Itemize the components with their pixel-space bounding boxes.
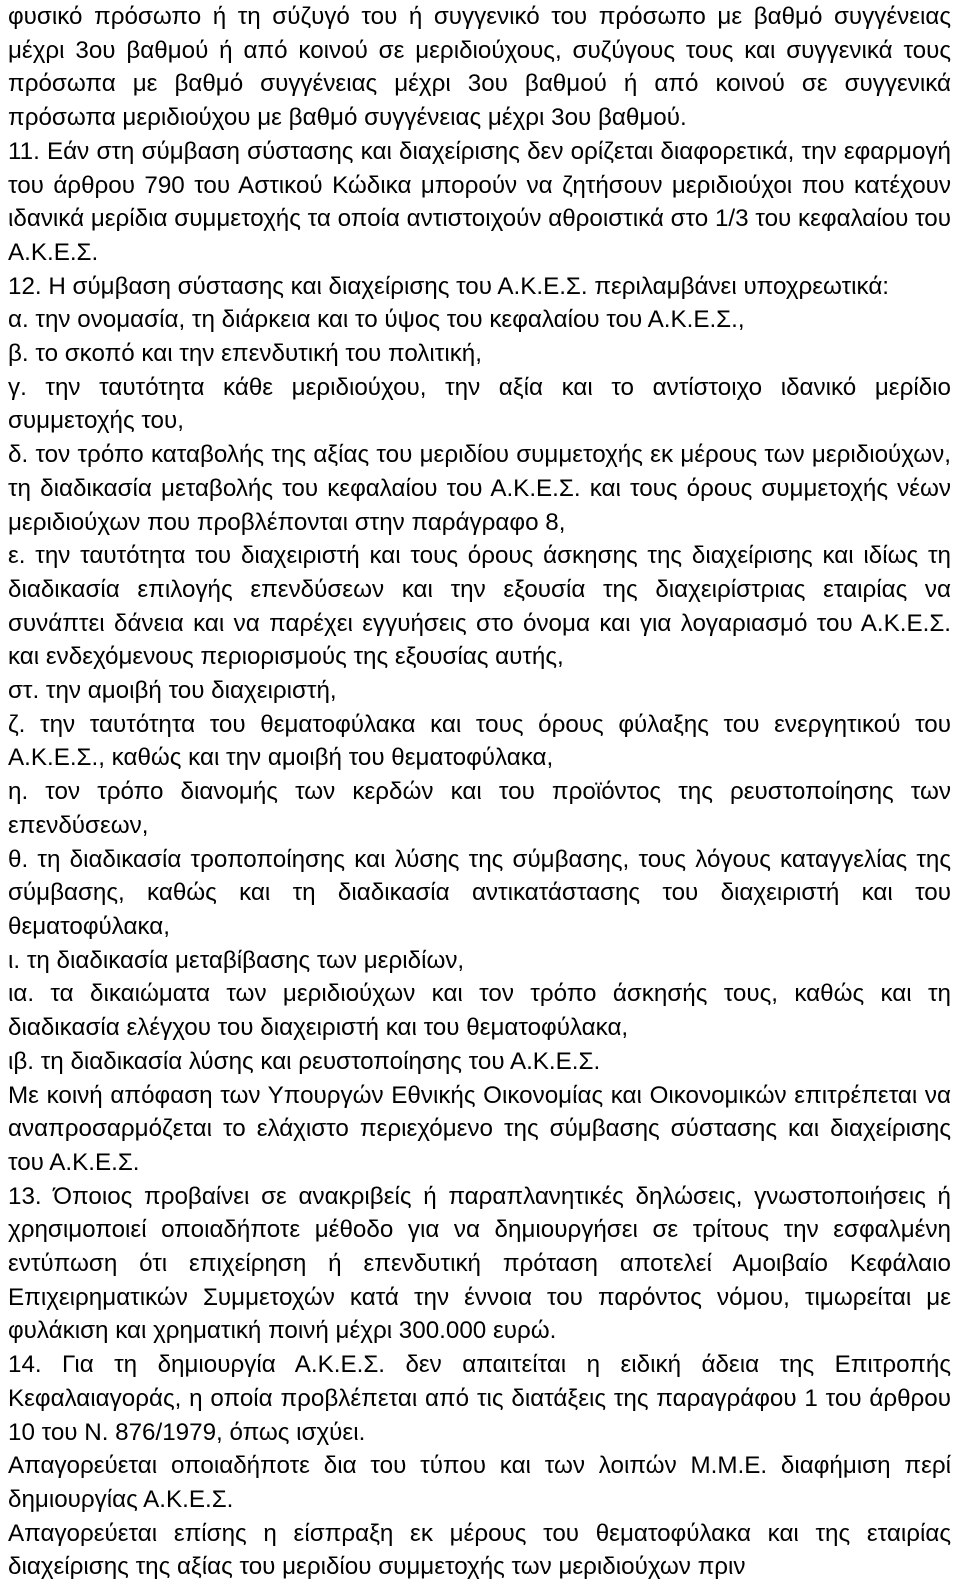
paragraph-collection-ban: Απαγορεύεται επίσης η είσπραξη εκ μέρους του θεματοφύλακα και της εταιρίας διαχείρισης της αξίας του μεριδίου συμμετοχής των μεριδιούχων πριν: [8, 1519, 951, 1581]
list-item-e: ε. την ταυτότητα του διαχειριστή και τους όρους άσκησης της διαχείρισης και ιδίως τη διαδικασία επιλογής επενδύσεων και την εξουσία της διαχειρίστριας εταιρίας να συνάπτει δάνεια και να παρέχει εγγυήσεις στο όνομα και για λογαριασμό του Α.Κ.Ε.Σ. και ενδεχόμενους περιορισμούς της εξουσίας αυτής,: [8, 542, 951, 671]
list-item-ia: ια. τα δικαιώματα των μεριδιούχων και τον τρόπο άσκησής τους, καθώς και τη διαδικασία ελέγχου του διαχειριστή και του θεματοφύλακα,: [8, 980, 951, 1042]
list-item-th: θ. τη διαδικασία τροποποίησης και λύσης της σύμβασης, τους λόγους καταγγελίας της σύμβασης, καθώς και τη διαδικασία αντικατάστασης του διαχειριστή και του θεματοφύλακα,: [8, 845, 951, 940]
paragraph-12: 12. Η σύμβαση σύστασης και διαχείρισης του Α.Κ.Ε.Σ. περιλαμβάνει υποχρεωτικά:: [8, 272, 890, 300]
list-item-i: ι. τη διαδικασία μεταβίβασης των μεριδίων,: [8, 946, 465, 974]
paragraph-13: 13. Όποιος προβαίνει σε ανακριβείς ή παραπλανητικές δηλώσεις, γνωστοποιήσεις ή χρησιμοποιεί οποιαδήποτε μέθοδο για να δημιουργήσει σε τρίτους την εσφαλμένη εντύπωση ότι επιχείρηση ή επενδυτική πρόταση αποτελεί Αμοιβαίο Κεφάλαιο Επιχειρηματικών Συμμετοχών κατά την έννοια του παρόντος νόμου, τιμωρείται με φυλάκιση και χρηματική ποινή μέχρι 300.000 ευρώ.: [8, 1182, 951, 1345]
list-item-d: δ. τον τρόπο καταβολής της αξίας του μεριδίου συμμετοχής εκ μέρους των μεριδιούχων, τη διαδικασία μεταβολής του κεφαλαίου του Α.Κ.Ε.Σ. και τους όρους συμμετοχής νέων μεριδιούχων που προβλέπονται στην παράγραφο 8,: [8, 441, 951, 536]
paragraph-14: 14. Για τη δημιουργία Α.Κ.Ε.Σ. δεν απαιτείται η ειδική άδεια της Επιτροπής Κεφαλαιαγοράς, η οποία προβλέπεται από τις διατάξεις της παραγράφου 1 του άρθρου 10 του Ν. 876/1979, όπως ισχύει.: [8, 1351, 951, 1446]
paragraph-ministerial-decision: Με κοινή απόφαση των Υπουργών Εθνικής Οικονομίας και Οικονομικών επιτρέπεται να αναπροσαρμόζεται το ελάχιστο περιεχόμενο της σύμβασης σύστασης και διαχείρισης του Α.Κ.Ε.Σ.: [8, 1081, 951, 1176]
list-item-a: α. την ονομασία, τη διάρκεια και το ύψος του κεφαλαίου του Α.Κ.Ε.Σ.,: [8, 306, 745, 334]
paragraph-continuation: φυσικό πρόσωπο ή τη σύζυγό του ή συγγενικό του πρόσωπο με βαθμό συγγένειας μέχρι 3ου βαθμού ή από κοινού σε μεριδιούχους, συζύγους τους και συγγενικά τους πρόσωπα με βαθμό συγγένειας μέχρι 3ου βαθμού ή από κοινού σε συγγενικά πρόσωπα μεριδιούχου με βαθμό συγγένειας μέχρι 3ου βαθμού.: [8, 3, 951, 132]
list-item-ib: ιβ. τη διαδικασία λύσης και ρευστοποίησης του Α.Κ.Ε.Σ.: [8, 1047, 601, 1075]
paragraph-11: 11. Εάν στη σύμβαση σύστασης και διαχείρισης δεν ορίζεται διαφορετικά, την εφαρμογή του άρθρου 790 του Αστικού Κώδικα μπορούν να ζητήσουν μεριδιούχοι που κατέχουν ιδανικά μερίδια συμμετοχής τα οποία αντιστοιχούν αθροιστικά στο 1/3 του κεφαλαίου του Α.Κ.Ε.Σ.: [8, 137, 951, 266]
list-item-h: η. τον τρόπο διανομής των κερδών και του προϊόντος της ρευστοποίησης των επενδύσεων,: [8, 778, 951, 839]
list-item-z: ζ. την ταυτότητα του θεματοφύλακα και τους όρους φύλαξης του ενεργητικού του Α.Κ.Ε.Σ., καθώς και την αμοιβή του θεματοφύλακα,: [8, 710, 951, 772]
list-item-st: στ. την αμοιβή του διαχειριστή,: [8, 677, 337, 705]
paragraph-advertising-ban: Απαγορεύεται οποιαδήποτε δια του τύπου και των λοιπών Μ.Μ.Ε. διαφήμιση περί δημιουργίας Α.Κ.Ε.Σ.: [8, 1452, 951, 1513]
list-item-b: β. το σκοπό και την επενδυτική του πολιτική,: [8, 340, 482, 368]
list-item-c: γ. την ταυτότητα κάθε μεριδιούχου, την αξία και το αντίστοιχο ιδανικό μερίδιο συμμετοχής του,: [8, 373, 951, 435]
